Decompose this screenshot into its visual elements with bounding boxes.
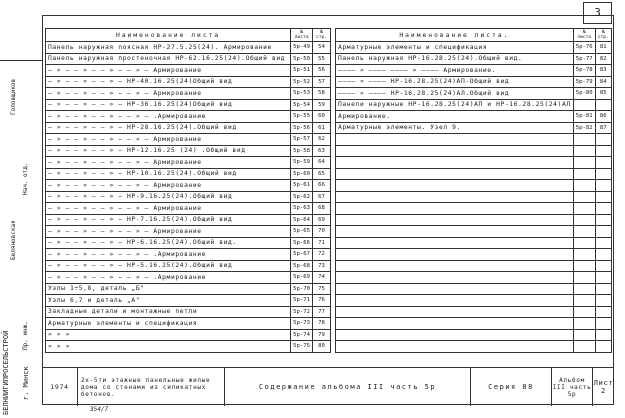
cell-sheet: [573, 295, 595, 307]
cell-sheet: 5р-60: [291, 168, 313, 180]
table-row: [46, 214, 331, 226]
cell-name: [336, 214, 574, 226]
cell-sheet: 5р-81: [573, 111, 595, 123]
table-row: [336, 318, 612, 330]
cell-page: 65: [313, 168, 331, 180]
stamp-role-2: Пр. инж.: [22, 321, 29, 350]
cell-name: [336, 249, 574, 261]
cell-name: [336, 295, 574, 307]
cell-name: [336, 145, 574, 157]
table-row: [46, 306, 331, 318]
cell-sheet: 5р-76: [573, 42, 595, 54]
contents-table-right: [335, 28, 612, 353]
table-row: [336, 53, 612, 65]
cell-name: Узлы 1÷5,8, деталь „Б": [46, 283, 291, 295]
page-number-box: 3: [583, 2, 612, 24]
cell-sheet: 5р-56: [291, 122, 313, 134]
cell-sheet: 5р-75: [291, 341, 313, 353]
cell-page: 72: [313, 249, 331, 261]
cell-name: » » »: [46, 341, 291, 353]
cell-name: ———— » ———— ———— » ———— Армирование.: [336, 65, 574, 77]
table-row: [46, 122, 331, 134]
cell-name: Арматурные элементы. Узел 9.: [336, 122, 574, 134]
table-row: [46, 191, 331, 203]
cell-page: [595, 226, 611, 238]
cell-name: — » — — » — — » — — » — Армирование: [46, 88, 291, 100]
cell-page: 81: [595, 42, 611, 54]
table-row: [336, 214, 612, 226]
table-row: [336, 306, 612, 318]
table-row: [336, 180, 612, 192]
cell-sheet: [573, 99, 595, 111]
cell-page: 75: [313, 283, 331, 295]
cell-sheet: 5р-58: [291, 145, 313, 157]
table-row: [336, 122, 612, 134]
cell-sheet: 5р-71: [291, 295, 313, 307]
cell-name: — » — — » — — » — — » — Армирование: [46, 226, 291, 238]
cell-sheet: 5р-80: [573, 88, 595, 100]
cell-sheet: 5р-64: [291, 214, 313, 226]
table-row: [46, 180, 331, 192]
cell-page: 58: [313, 88, 331, 100]
album: Альбом III часть 5р: [552, 368, 593, 406]
table-row: [336, 168, 612, 180]
table-row: [336, 329, 612, 341]
cell-sheet: [573, 214, 595, 226]
table-row: [336, 157, 612, 169]
cell-sheet: 5р-68: [291, 260, 313, 272]
project-description: 2х-5ти этажные панельные жилые дома со стенами из силикатных бетонов.: [78, 368, 225, 406]
cell-page: [595, 272, 611, 284]
cell-name: — » — — » — — » — — » — .Армирование: [46, 111, 291, 123]
cell-sheet: 5р-70: [291, 283, 313, 295]
cell-page: [595, 260, 611, 272]
cell-sheet: [573, 203, 595, 215]
cell-name: — » — — » — — » — — » — Армирование: [46, 180, 291, 192]
cell-page: 69: [313, 214, 331, 226]
cell-name: ———— » ———— НР-16.28.25(24)АЛ.Общий вид: [336, 88, 574, 100]
cell-name: — » — — » — — » — НР-28.16.25(24).Общий вид: [46, 122, 291, 134]
cell-sheet: 5р-57: [291, 134, 313, 146]
table-row: [336, 237, 612, 249]
cell-sheet: [573, 145, 595, 157]
cell-page: 77: [313, 306, 331, 318]
cell-name: [336, 134, 574, 146]
table-row: [336, 341, 612, 353]
cell-sheet: 5р-66: [291, 237, 313, 249]
table-row: [46, 168, 331, 180]
cell-name: » » »: [46, 329, 291, 341]
table-row: [46, 203, 331, 215]
table-row: [46, 111, 331, 123]
cell-name: [336, 318, 574, 330]
header-name: Наименование листа.: [336, 29, 574, 42]
table-row: [46, 272, 331, 284]
cell-page: [595, 214, 611, 226]
cell-name: — » — — » — — » — НР-36.16.25(24)Общий вид: [46, 99, 291, 111]
cell-sheet: [573, 134, 595, 146]
cell-page: 74: [313, 272, 331, 284]
table-row: [46, 134, 331, 146]
cell-page: [595, 157, 611, 169]
cell-name: [336, 203, 574, 215]
cell-page: 83: [595, 65, 611, 77]
cell-page: 79: [313, 329, 331, 341]
cell-name: — » — — » — — » — НР-6.16.25(24).Общий вид.: [46, 237, 291, 249]
cell-page: [595, 318, 611, 330]
cell-sheet: [573, 341, 595, 353]
cell-page: [595, 341, 611, 353]
table-row: [336, 283, 612, 295]
cell-page: 71: [313, 237, 331, 249]
cell-sheet: 5р-73: [291, 318, 313, 330]
cell-sheet: [573, 272, 595, 284]
cell-name: Армирование.: [336, 111, 574, 123]
cell-page: 87: [595, 122, 611, 134]
cell-page: 82: [595, 53, 611, 65]
cell-name: — » — — » — — » — НР-9.16.25(24).Общий вид: [46, 191, 291, 203]
cell-sheet: 5р-61: [291, 180, 313, 192]
cell-page: [595, 295, 611, 307]
table-row: [46, 329, 331, 341]
table-row: [46, 226, 331, 238]
cell-page: 85: [595, 88, 611, 100]
cell-sheet: [573, 249, 595, 261]
cell-name: — » — — » — — » — НР-10.16.25(24).Общий вид: [46, 168, 291, 180]
cell-sheet: 5р-55: [291, 111, 313, 123]
cell-name: — » — — » — — » — — » — Армирование: [46, 157, 291, 169]
cell-page: 54: [313, 42, 331, 54]
cell-sheet: [573, 191, 595, 203]
cell-page: 84: [595, 76, 611, 88]
sheet-label: Лист: [593, 379, 614, 387]
table-row: [336, 260, 612, 272]
cell-sheet: [573, 226, 595, 238]
cell-page: [595, 203, 611, 215]
table-row: [46, 237, 331, 249]
cell-sheet: 5р-82: [573, 122, 595, 134]
cell-name: — » — — » — — » — НР-40.16.25(24)Общий вид: [46, 76, 291, 88]
table-row: [46, 88, 331, 100]
stamp-name-2: Беляновская: [10, 220, 17, 260]
cell-name: [336, 283, 574, 295]
cell-page: [595, 191, 611, 203]
cell-page: 63: [313, 145, 331, 157]
table-row: [46, 260, 331, 272]
cell-page: [595, 329, 611, 341]
table-row: [46, 283, 331, 295]
cell-sheet: 5р-62: [291, 191, 313, 203]
cell-name: — » — — » — — » — — » — Армирование: [46, 65, 291, 77]
cell-name: Узлы 6,7 и деталь „А": [46, 295, 291, 307]
cell-name: ———— » ———— НР-16.28.25(24)АП-Общий вид: [336, 76, 574, 88]
cell-sheet: [573, 260, 595, 272]
table-row: [46, 53, 331, 65]
cell-name: — » — — » — — » — — » — .Армирование: [46, 272, 291, 284]
cell-name: — » — — » — — » — — » — Армирование: [46, 203, 291, 215]
cell-page: [595, 180, 611, 192]
cell-page: 55: [313, 53, 331, 65]
cell-name: Панели наружные НР-16.28.25(24)АП и НР-16.28.25(24)АЛ: [336, 99, 574, 111]
header-sheet: № листа: [291, 29, 313, 42]
cell-name: Панель наружная НР-16.28.25(24).Общий вид.: [336, 53, 574, 65]
cell-sheet: 5р-59: [291, 157, 313, 169]
cell-page: 73: [313, 260, 331, 272]
cell-page: [595, 237, 611, 249]
cell-sheet: [573, 168, 595, 180]
cell-sheet: 5р-74: [291, 329, 313, 341]
cell-sheet: [573, 318, 595, 330]
cell-sheet: 5р-69: [291, 272, 313, 284]
cell-sheet: 5р-72: [291, 306, 313, 318]
cell-sheet: 5р-79: [573, 76, 595, 88]
cell-name: — » — — » — — » — НР-5.16.25(24).Общий вид: [46, 260, 291, 272]
cell-name: Панель наружная поясная НР-27.5.25(24). Армирование: [46, 42, 291, 54]
cell-sheet: [573, 180, 595, 192]
footer-note: 354/7: [90, 406, 109, 413]
cell-page: 68: [313, 203, 331, 215]
cell-page: [595, 283, 611, 295]
organization-city: г. Минск: [22, 366, 30, 400]
contents-table-left: [45, 28, 331, 353]
cell-sheet: 5р-49: [291, 42, 313, 54]
cell-page: 57: [313, 76, 331, 88]
stamp-role-1: Нач. отд.: [22, 162, 29, 195]
organization-name: БЕЛНИИГИПРОСЕЛЬСТРОЙ: [2, 330, 10, 415]
table-row: [46, 145, 331, 157]
table-row: [336, 226, 612, 238]
cell-page: 76: [313, 295, 331, 307]
table-row: [46, 157, 331, 169]
cell-name: [336, 191, 574, 203]
cell-page: 70: [313, 226, 331, 238]
table-row: [46, 76, 331, 88]
cell-name: [336, 329, 574, 341]
cell-sheet: 5р-53: [291, 88, 313, 100]
cell-page: 86: [595, 111, 611, 123]
cell-name: — » — — » — — » — НР-7.16.25(24).Общий вид: [46, 214, 291, 226]
sheet-number: 2: [601, 387, 606, 395]
cell-name: [336, 157, 574, 169]
year: 1974: [42, 368, 78, 406]
cell-sheet: 5р-51: [291, 65, 313, 77]
stamp-name-1: Головщиков: [10, 78, 17, 115]
table-row: [336, 88, 612, 100]
table-row: [336, 42, 612, 54]
cell-sheet: 5р-65: [291, 226, 313, 238]
cell-name: [336, 237, 574, 249]
cell-sheet: 5р-67: [291, 249, 313, 261]
cell-page: 56: [313, 65, 331, 77]
title-block: [42, 367, 614, 406]
table-row: [336, 203, 612, 215]
cell-sheet: [573, 237, 595, 249]
header-page: № стр.: [313, 29, 331, 42]
cell-name: Панель наружная простеночная НР-62.16.25(24).Общий вид: [46, 53, 291, 65]
table-header: [46, 29, 331, 42]
cell-name: — » — — » — — » — — » — Армирование: [46, 134, 291, 146]
table-row: [336, 76, 612, 88]
cell-page: [595, 145, 611, 157]
table-row: [46, 318, 331, 330]
table-row: [336, 65, 612, 77]
table-header: [336, 29, 612, 42]
cell-name: — » — — » — — » — НР-12.16.25 (24) .Общий вид: [46, 145, 291, 157]
cell-sheet: 5р-78: [573, 65, 595, 77]
cell-page: 62: [313, 134, 331, 146]
cell-sheet: 5р-63: [291, 203, 313, 215]
cell-name: [336, 260, 574, 272]
cell-page: [595, 249, 611, 261]
cell-page: 59: [313, 99, 331, 111]
cell-name: Арматурные элементы и спецификация: [336, 42, 574, 54]
cell-name: [336, 341, 574, 353]
cell-sheet: 5р-50: [291, 53, 313, 65]
header-page: № стр.: [595, 29, 611, 42]
cell-sheet: [573, 329, 595, 341]
table-row: [336, 99, 612, 111]
cell-page: 67: [313, 191, 331, 203]
table-row: [46, 42, 331, 54]
cell-page: [595, 99, 611, 111]
cell-sheet: [573, 157, 595, 169]
cell-sheet: [573, 283, 595, 295]
sheet-number-cell: [593, 368, 614, 406]
sheet-title: Содержание альбома III часть 5р: [225, 368, 471, 406]
cell-sheet: 5р-54: [291, 99, 313, 111]
cell-name: Закладные детали и монтажные петли: [46, 306, 291, 318]
table-row: [336, 111, 612, 123]
table-row: [46, 65, 331, 77]
table-row: [46, 295, 331, 307]
table-row: [46, 341, 331, 353]
table-row: [336, 295, 612, 307]
table-row: [336, 191, 612, 203]
table-row: [336, 134, 612, 146]
table-row: [336, 145, 612, 157]
cell-page: 60: [313, 111, 331, 123]
table-row: [46, 99, 331, 111]
cell-page: [595, 306, 611, 318]
cell-name: [336, 272, 574, 284]
cell-page: [595, 168, 611, 180]
cell-page: 61: [313, 122, 331, 134]
table-row: [46, 249, 331, 261]
cell-page: 66: [313, 180, 331, 192]
table-row: [336, 272, 612, 284]
cell-sheet: 5р-52: [291, 76, 313, 88]
cell-sheet: [573, 306, 595, 318]
cell-name: — » — — » — — » — — » — .Армирование: [46, 249, 291, 261]
table-row: [336, 249, 612, 261]
left-stamp-strip: [0, 60, 43, 415]
cell-page: [595, 134, 611, 146]
cell-name: [336, 168, 574, 180]
header-sheet: № листа: [573, 29, 595, 42]
cell-name: [336, 226, 574, 238]
cell-page: 80: [313, 341, 331, 353]
cell-sheet: 5р-77: [573, 53, 595, 65]
cell-name: [336, 306, 574, 318]
cell-name: Арматурные элементы и спецификация: [46, 318, 291, 330]
cell-page: 64: [313, 157, 331, 169]
cell-name: [336, 180, 574, 192]
cell-page: 78: [313, 318, 331, 330]
header-name: Наименование листа: [46, 29, 291, 42]
series: Серия 88: [471, 368, 552, 406]
